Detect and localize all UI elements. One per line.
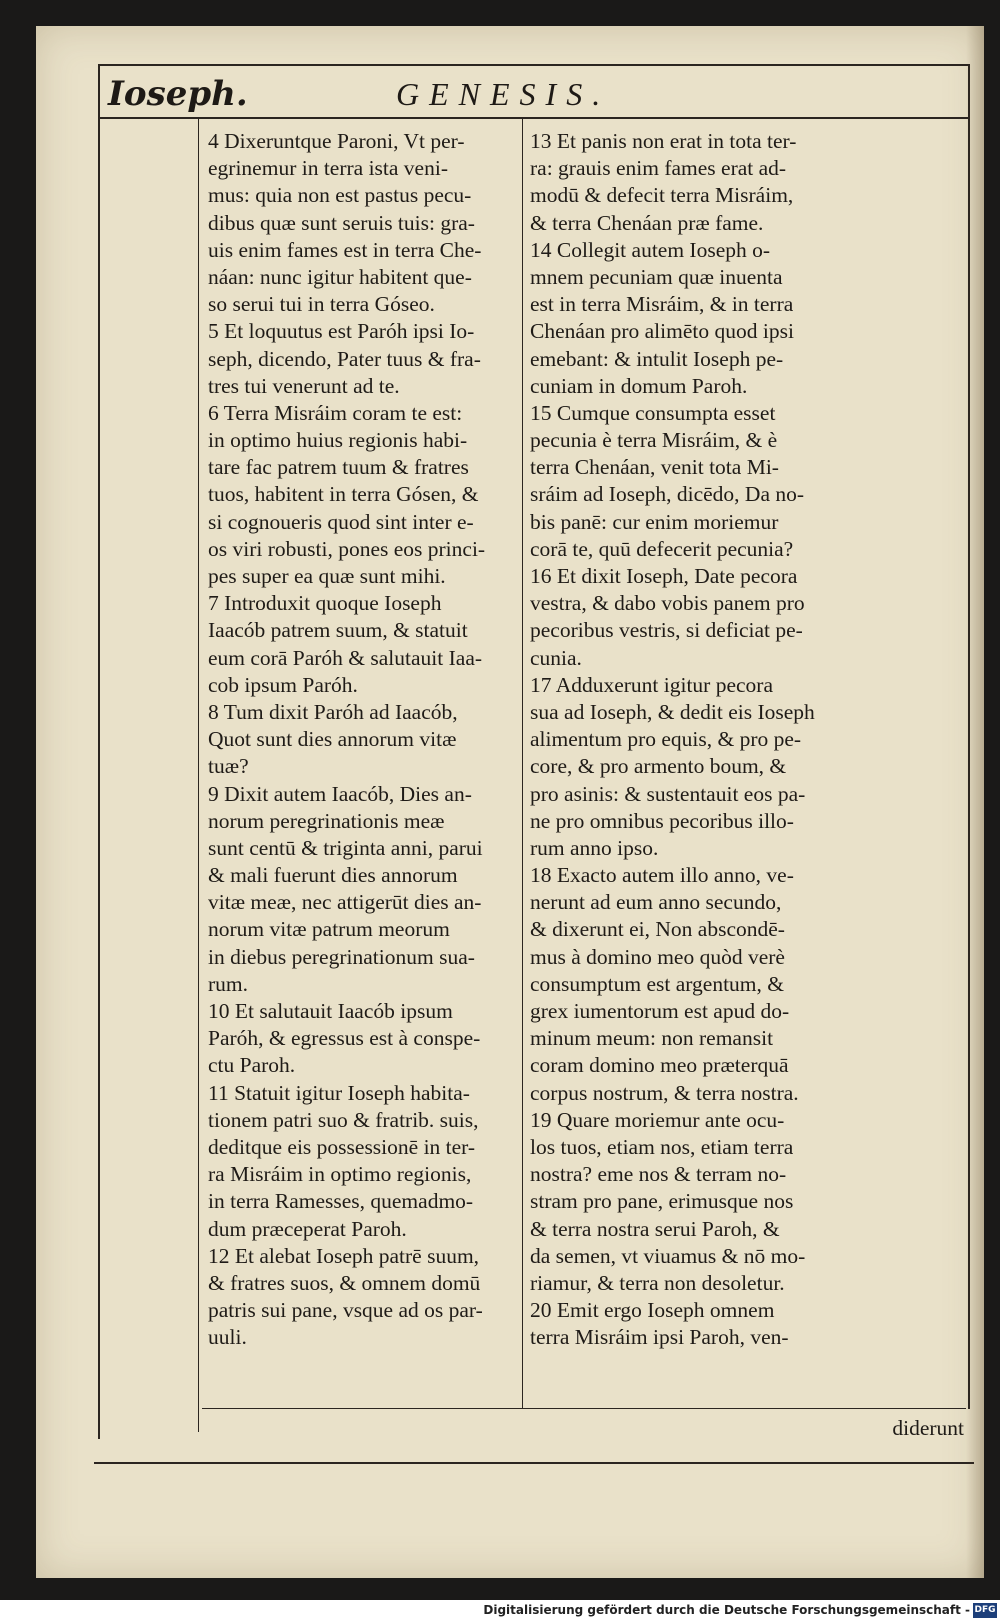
footer-rule-inner xyxy=(202,1408,966,1409)
text-line: 20 Emit ergo Ioseph omnem xyxy=(530,1298,775,1323)
text-line: vitæ meæ, nec attigerūt dies an- xyxy=(208,890,482,915)
text-line: mus: quia non est pastus pecu- xyxy=(208,183,472,208)
text-line: nostra? eme nos & terram no- xyxy=(530,1162,787,1187)
text-line: emebant: & intulit Ioseph pe- xyxy=(530,346,784,371)
text-line: tionem patri suo & fratrib. suis, xyxy=(208,1107,479,1132)
text-line: rum. xyxy=(208,971,249,996)
text-line: los tuos, etiam nos, etiam terra xyxy=(530,1134,794,1159)
text-line: norum vitæ patrum meorum xyxy=(208,917,450,942)
text-line: 17 Adduxerunt igitur pecora xyxy=(530,672,774,697)
text-line: patris sui pane, vsque ad os par- xyxy=(208,1298,483,1323)
text-line: bis panē: cur enim moriemur xyxy=(530,509,779,534)
footer-credit: Digitalisierung gefördert durch die Deutsche Forschungsgemeinschaft - xyxy=(483,1603,970,1617)
text-line: seph, dicendo, Pater tuus & fra- xyxy=(208,346,481,371)
text-line: rum anno ipso. xyxy=(530,835,659,860)
text-line: tuæ? xyxy=(208,754,249,779)
frame-rule-left xyxy=(98,64,100,1439)
text-line: minum meum: non remansit xyxy=(530,1026,774,1051)
text-line: mnem pecuniam quæ inuenta xyxy=(530,264,783,289)
page-title: GENESIS. xyxy=(396,76,611,112)
text-line: 8 Tum dixit Paróh ad Iaacób, xyxy=(208,699,458,724)
text-line: vestra, & dabo vobis panem pro xyxy=(530,591,805,616)
text-line: 10 Et salutauit Iaacób ipsum xyxy=(208,999,453,1023)
text-line: sua ad Ioseph, & dedit eis Ioseph xyxy=(530,699,815,724)
text-line: pecoribus vestris, si deficiat pe- xyxy=(530,618,803,643)
text-line: norum peregrinationis meæ xyxy=(208,808,445,833)
text-line: alimentum pro equis, & pro pe- xyxy=(530,727,802,752)
text-line: 18 Exacto autem illo anno, ve- xyxy=(530,863,794,888)
text-line: & mali fuerunt dies annorum xyxy=(208,863,458,888)
text-line: 5 Et loquutus est Paróh ipsi Io- xyxy=(208,319,475,344)
text-line: 9 Dixit autem Iaacób, Dies an- xyxy=(208,781,472,806)
text-line: ctu Paroh. xyxy=(208,1053,296,1078)
text-line: 13 Et panis non erat in tota ter- xyxy=(530,129,797,153)
text-line: & fratres suos, & omnem domū xyxy=(208,1270,481,1295)
text-line: in terra Ramesses, quemadmo- xyxy=(208,1189,474,1214)
text-line: Quot sunt dies annorum vitæ xyxy=(208,727,457,752)
text-line: deditque eis possessionē in ter- xyxy=(208,1134,476,1159)
text-line: stram pro pane, erimusque nos xyxy=(530,1189,794,1214)
text-line: mus à domino meo quòd verè xyxy=(530,944,785,969)
text-line: pecunia è terra Misráim, & è xyxy=(530,428,778,453)
text-line: egrinemur in terra ista veni- xyxy=(208,156,448,181)
text-line: da semen, vt viuamus & nō mo- xyxy=(530,1243,806,1268)
footer-rule-outer xyxy=(94,1462,974,1464)
text-line: Iaacób patrem suum, & statuit xyxy=(208,618,468,643)
text-line: terra Misráim ipsi Paroh, ven- xyxy=(530,1325,789,1350)
text-line: si cognoueris quod sint inter e- xyxy=(208,509,474,534)
text-line: uuli. xyxy=(208,1325,247,1350)
text-line: terra Chenáan, venit tota Mi- xyxy=(530,455,779,480)
text-line: cunia. xyxy=(530,645,582,670)
text-line: cob ipsum Paróh. xyxy=(208,672,358,697)
text-line: 12 Et alebat Ioseph patrē suum, xyxy=(208,1243,480,1268)
text-line: core, & pro armento boum, & xyxy=(530,754,787,779)
text-line: & terra Chenáan præ fame. xyxy=(530,210,764,235)
inner-margin-rule xyxy=(198,118,199,1432)
text-line: consumptum est argentum, & xyxy=(530,971,784,996)
text-line: in diebus peregrinationum sua- xyxy=(208,944,475,969)
text-line: 15 Cumque consumpta esset xyxy=(530,400,776,425)
text-line: coram domino meo præterquā xyxy=(530,1053,789,1078)
text-line: 14 Collegit autem Ioseph o- xyxy=(530,237,771,262)
text-line: dum præceperat Paroh. xyxy=(208,1216,407,1241)
running-head: Ioseph. xyxy=(108,74,248,114)
text-line: & dixerunt ei, Non abscondē- xyxy=(530,917,785,942)
text-line: pes super ea quæ sunt mihi. xyxy=(208,564,446,588)
text-line: pro asinis: & sustentauit eos pa- xyxy=(530,781,806,806)
text-line: nerunt ad eum anno secundo, xyxy=(530,890,782,915)
text-line: 11 Statuit igitur Ioseph habita- xyxy=(208,1080,470,1105)
left-text-column xyxy=(208,128,514,1351)
text-line: Paróh, & egressus est à conspe- xyxy=(208,1026,481,1051)
text-line: modū & defecit terra Misráim, xyxy=(530,183,794,208)
text-line: ne pro omnibus pecoribus illo- xyxy=(530,808,794,833)
text-line: cuniam in domum Paroh. xyxy=(530,373,748,398)
column-divider xyxy=(522,118,523,1408)
text-line: grex iumentorum est apud do- xyxy=(530,999,790,1023)
text-line: sunt centū & triginta anni, parui xyxy=(208,835,483,860)
digitization-footer xyxy=(0,1600,1000,1622)
dfg-logo: DFG xyxy=(973,1603,997,1618)
text-line: in optimo huius regionis habi- xyxy=(208,428,468,453)
catchword: diderunt xyxy=(892,1416,964,1440)
text-line: ra: grauis enim fames erat ad- xyxy=(530,156,787,181)
text-line: tres tui venerunt ad te. xyxy=(208,373,400,398)
frame-rule-top xyxy=(98,64,970,66)
text-line: corpus nostrum, & terra nostra. xyxy=(530,1080,799,1105)
book-page xyxy=(36,26,984,1578)
text-line: 19 Quare moriemur ante ocu- xyxy=(530,1107,785,1132)
text-line: 7 Introduxit quoque Ioseph xyxy=(208,591,442,616)
text-line: & terra nostra serui Paroh, & xyxy=(530,1216,780,1241)
text-line: tare fac patrem tuum & fratres xyxy=(208,455,469,480)
text-line: 6 Terra Misráim coram te est: xyxy=(208,400,463,425)
text-line: corā te, quū defecerit pecunia? xyxy=(530,536,794,561)
frame-rule-right xyxy=(968,64,970,1409)
text-line: eum corā Paróh & salutauit Iaa- xyxy=(208,645,483,670)
text-line: riamur, & terra non desoletur. xyxy=(530,1270,785,1295)
text-line: est in terra Misráim, & in terra xyxy=(530,292,794,317)
text-line: ra Misráim in optimo regionis, xyxy=(208,1162,472,1187)
header-rule xyxy=(98,117,970,119)
text-line: os viri robusti, pones eos princi- xyxy=(208,536,486,561)
text-line: náan: nunc igitur habitent que- xyxy=(208,264,472,289)
text-line: tuos, habitent in terra Gósen, & xyxy=(208,482,479,507)
text-line: 16 Et dixit Ioseph, Date pecora xyxy=(530,564,798,588)
text-line: dibus quæ sunt seruis tuis: gra- xyxy=(208,210,475,235)
text-line: so serui tui in terra Góseo. xyxy=(208,292,435,317)
text-line: Chenáan pro alimēto quod ipsi xyxy=(530,319,794,344)
text-line: sráim ad Ioseph, dicēdo, Da no- xyxy=(530,482,805,507)
text-line: uis enim fames est in terra Che- xyxy=(208,237,482,262)
text-line: 4 Dixeruntque Paroni, Vt per- xyxy=(208,129,465,153)
right-text-column xyxy=(530,128,962,1351)
